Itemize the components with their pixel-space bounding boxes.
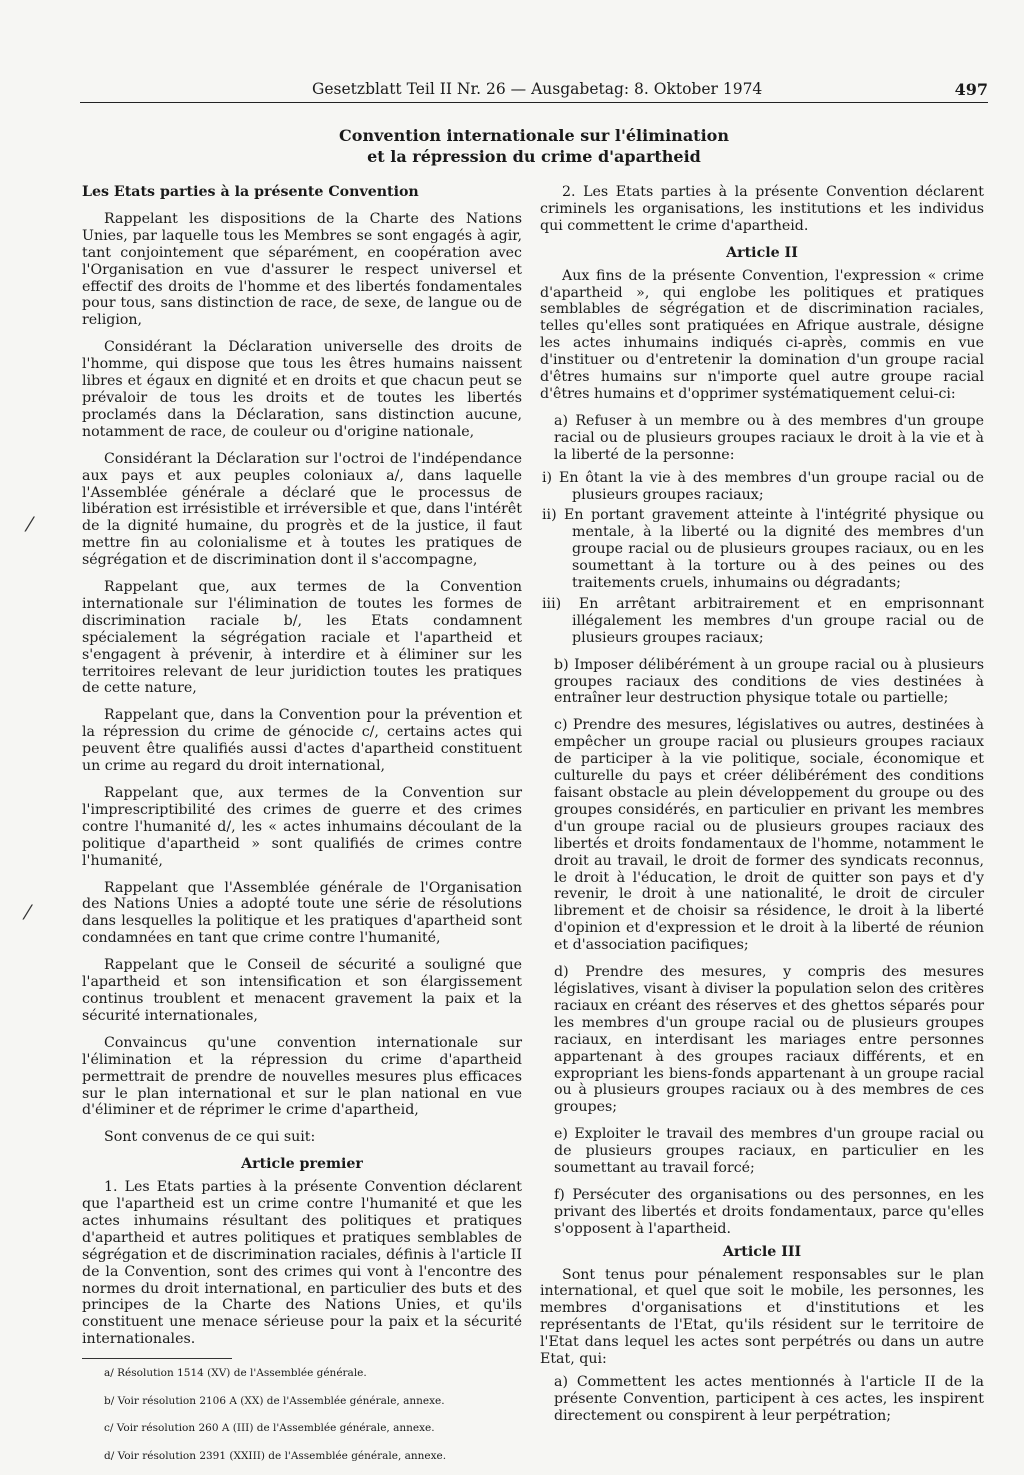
article-paragraph: 1. Les Etats parties à la présente Convention déclarent que l'apartheid est un crime contre l'humanité et que les actes inhumains résultant des politiques et pratiques d'apartheid et autres politiques et pratiques semblables de ségrégation et de discrimination raciales, définis à l'article II de la Convention, sont des crimes qui vont à l'encontre des normes du droit international, en particulier des buts et des principes de la Charte des Nations Unies, et qu'ils constituent une menace sérieuse pour la paix et la sécurité internationales.: [82, 1179, 522, 1348]
preamble-intro: Les Etats parties à la présente Convention: [82, 184, 419, 200]
preamble-paragraph: Rappelant que le Conseil de sécurité a souligné que l'apartheid et son intensification et son élargissement continus troublent et menacent gravement la paix et la sécurité internationales,: [82, 957, 522, 1024]
footnote: c/ Voir résolution 260 A (III) de l'Assemblée générale, annexe.: [104, 1422, 435, 1435]
preamble-paragraph: Rappelant les dispositions de la Charte des Nations Unies, par laquelle tous les Membres se sont engagés à agir, tant conjointement que séparément, en coopération avec l'Organisation en vue d'assurer le respect universel et effectif des droits de l'homme et des libertés fondamentales pour tous, sans distinction de race, de sexe, de langue ou de religion,: [82, 210, 522, 329]
title-line-1: Convention internationale sur l'élimination: [339, 126, 729, 145]
article-item: a) Commettent les actes mentionnés à l'article II de la présente Convention, participent à ces actes, les inspirent directement ou conspirent à leur perpétration;: [554, 1374, 984, 1424]
article-heading: Article premier: [241, 1156, 363, 1173]
article-paragraph: Sont tenus pour pénalement responsables sur le plan international, et quel que soit le mobile, les personnes, les membres d'organisations et d'institutions et les représentants de l'Etat, qu'ils résident sur le territoire de l'Etat dans lequel les actes sont perpétrés ou dans un autre Etat, qui:: [540, 1266, 984, 1368]
preamble-paragraph: Considérant la Déclaration universelle des droits de l'homme, qui dispose que tous les êtres humains naissent libres et égaux en dignité et en droits et que chacun peut se prévaloir de tous les droits et de toutes les libertés proclamés dans la Déclaration, sans distinction aucune, notamment de race, de couleur ou d'origine nationale,: [82, 339, 522, 440]
running-header-text: Gesetzblatt Teil II Nr. 26 — Ausgabetag: 8. Oktober 1974: [312, 80, 763, 98]
preamble-paragraph: Rappelant que l'Assemblée générale de l'Organisation des Nations Unies a adopté toute une série de résolutions dans lesquelles la politique et les pratiques d'apartheid sont condamnées en tant que crime contre l'humanité,: [82, 879, 522, 947]
article-item: c) Prendre des mesures, législatives ou autres, destinées à empêcher un groupe racial ou plusieurs groupes raciaux de participer à la vie politique, sociale, économique et culturelle du pays et créer délibérément des conditions faisant obstacle au plein développement du groupe ou des groupes considérés, en particulier en privant les membres d'un groupe racial ou de plusieurs groupes raciaux des libertés et droits fondamentaux de l'homme, notamment le droit au travail, le droit de former des syndicats reconnus, le droit à l'éducation, le droit de quitter son pays et d'y revenir, le droit à une nationalité, le droit de circuler librement et de choisir sa résidence, le droit à la liberté d'opinion et d'expression et le droit à la liberté de réunion et d'association pacifiques;: [554, 717, 984, 954]
article-heading: Article II: [726, 244, 798, 261]
right-column: [540, 184, 984, 1435]
left-column: [82, 184, 522, 1475]
preamble-paragraph: Rappelant que, aux termes de la Convention internationale sur l'élimination de toutes les formes de discrimination raciale b/, les Etats condamnent spécialement la ségrégation raciale et l'apartheid et s'engagent à prévenir, à interdire et à éliminer sur les territoires relevant de leur juridiction toutes les pratiques de cette nature,: [82, 579, 522, 697]
page-number: 497: [954, 80, 988, 99]
preamble-closing: Sont convenus de ce qui suit:: [104, 1129, 316, 1146]
article-heading: Article III: [722, 1243, 802, 1260]
article-paragraph: 2. Les Etats parties à la présente Convention déclarent criminels les organisations, les institutions et les individus qui commettent le crime d'apartheid.: [540, 184, 984, 234]
footnote: a/ Résolution 1514 (XV) de l'Assemblée générale.: [104, 1367, 367, 1380]
margin-tick-mark: ⁄: [28, 512, 32, 536]
article-subitem: iii) En arrêtant arbitrairement et en emprisonnant illégalement les membres d'un groupe racial ou de plusieurs groupes raciaux;: [542, 595, 984, 646]
article-subitem: ii) En portant gravement atteinte à l'intégrité physique ou mentale, à la liberté ou la dignité des membres d'un groupe racial ou de plusieurs groupes raciaux, ou en les soumettant à la torture ou à des peines ou des traitements cruels, inhumains ou dégradants;: [542, 507, 984, 592]
article-paragraph: Aux fins de la présente Convention, l'expression « crime d'apartheid », qui englobe les politiques et pratiques semblables de ségrégation et de discrimination raciales, telles qu'elles sont pratiquées en Afrique australe, désigne les actes inhumains indiqués ci-après, commis en vue d'instituer ou d'entretenir la domination d'un groupe racial d'êtres humains sur n'importe quel autre groupe racial d'êtres humains et d'opprimer systématiquement celui-ci:: [540, 267, 984, 402]
article-item: a) Refuser à un membre ou à des membres d'un groupe racial ou de plusieurs groupes raciaux le droit à la vie et à la liberté de la personne:: [554, 412, 984, 463]
title-line-2: et la répression du crime d'apartheid: [367, 147, 701, 166]
article-item: b) Imposer délibérément à un groupe racial ou à plusieurs groupes raciaux des conditions de vies destinées à entraîner leur destruction physique totale ou partielle;: [554, 656, 984, 707]
document-title: [80, 125, 988, 167]
preamble-paragraph: Rappelant que, dans la Convention pour la prévention et la répression du crime de génocide c/, certains actes qui peuvent être qualifiés aussi d'actes d'apartheid constituent un crime au regard du droit international,: [82, 707, 522, 775]
margin-tick-mark: ⁄: [26, 900, 30, 924]
running-header: [80, 80, 988, 103]
article-item: e) Exploiter le travail des membres d'un groupe racial ou de plusieurs groupes raciaux, en particulier en les soumettant au travail forcé;: [554, 1126, 984, 1177]
preamble-paragraph: Considérant la Déclaration sur l'octroi de l'indépendance aux pays et aux peuples coloniaux a/, dans laquelle l'Assemblée générale a déclaré que le processus de libération est irrésistible et irréversible et que, dans l'intérêt de la dignité humaine, du progrès et de la justice, il faut mettre fin au colonialisme et à toutes les pratiques de ségrégation et de discrimination dont il s'accompagne,: [82, 450, 522, 569]
article-item: d) Prendre des mesures, y compris des mesures législatives, visant à diviser la population selon des critères raciaux en créant des réserves et des ghettos séparés pour les membres d'un groupe racial ou de plusieurs groupes raciaux, en interdisant les mariages entre personnes appartenant à des groupes raciaux différents, et en expropriant les biens-fonds appartenant à un groupe racial ou à plusieurs groupes raciaux ou à des membres de ces groupes;: [554, 964, 984, 1116]
footnote: d/ Voir résolution 2391 (XXIII) de l'Assemblée générale, annexe.: [104, 1449, 447, 1462]
preamble-paragraph: Rappelant que, aux termes de la Convention sur l'imprescriptibilité des crimes de guerre et des crimes contre l'humanité d/, les « actes inhumains découlant de la politique d'apartheid » sont qualifiés de crimes contre l'humanité,: [82, 785, 522, 869]
footnote: b/ Voir résolution 2106 A (XX) de l'Assemblée générale, annexe.: [104, 1394, 445, 1407]
article-item: f) Persécuter des organisations ou des personnes, en les privant des libertés et droits fondamentaux, parce qu'elles s'opposent à l'apartheid.: [554, 1186, 984, 1237]
article-subitem: i) En ôtant la vie à des membres d'un groupe racial ou de plusieurs groupes raciaux;: [542, 469, 984, 503]
footnote-rule: [82, 1358, 232, 1359]
preamble-paragraph: Convaincus qu'une convention internationale sur l'élimination et la répression du crime d'apartheid permettrait de prendre de nouvelles mesures plus efficaces sur le plan international et sur le plan national en vue d'éliminer et de réprimer le crime d'apartheid,: [82, 1034, 522, 1119]
